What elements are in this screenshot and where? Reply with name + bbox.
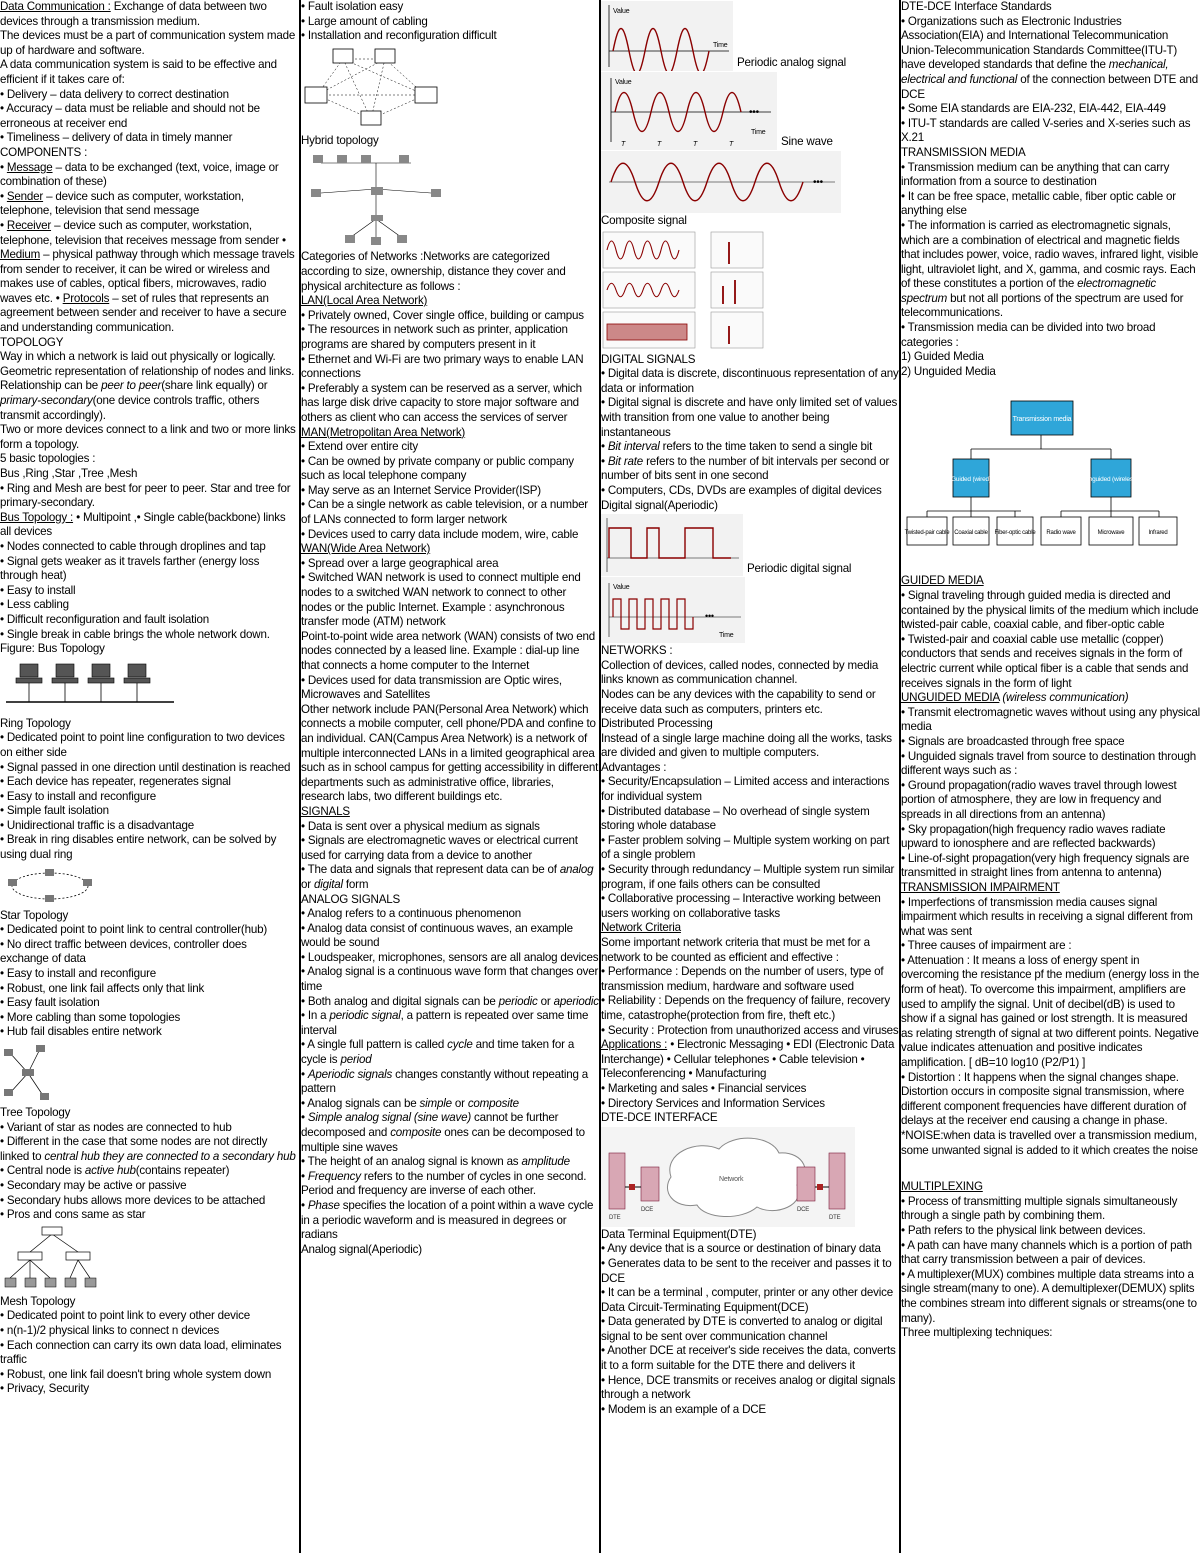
paragraph: Geometric representation of relationship of nodes and links. <box>0 364 295 378</box>
bullet: • Signals are broadcasted through free space <box>901 734 1125 748</box>
text: cannot be further decomposed and <box>301 1111 559 1139</box>
heading-dte: Data Terminal Equipment(DTE) <box>601 1227 757 1241</box>
figure-label-dce: DCE <box>797 1206 810 1213</box>
period-label: T <box>729 141 734 148</box>
bullet: • Signal traveling through guided media is directed and contained by the physical limits of the medium which include twisted-pair cable, coaxial cable, and fiber-optic cable <box>901 589 1199 632</box>
heading-man: MAN(Metropolitan Area Network) <box>301 425 466 439</box>
text: • <box>301 1067 305 1081</box>
figure-caption: Sine wave <box>781 135 833 149</box>
bullet: • Dedicated point to point link to every other device <box>0 1309 250 1323</box>
bullet: • Another DCE at receiver's side receives the data, converts it to a form suitable for the DTE there and delivers it <box>601 1344 896 1373</box>
heading-analog-signals: ANALOG SIGNALS <box>301 892 401 906</box>
bullet: • A multiplexer(MUX) combines multiple data streams into a single stream(many to one). A demultiplexer(DEMUX) splits the combines stream into different signals or streams(one to many). <box>901 1267 1197 1325</box>
bullet: • Simple fault isolation <box>0 804 109 818</box>
heading-digital-signals: DIGITAL SIGNALS <box>601 352 696 366</box>
column-4 <box>901 0 1200 1553</box>
paragraph: Some important network criteria that must be met for a network to be counted as efficient and effective : <box>601 936 870 964</box>
text: periodic <box>498 994 538 1008</box>
text: • A single full pattern is called <box>301 1038 445 1052</box>
text: , a pattern is repeated over same time interval <box>301 1009 589 1037</box>
dte-dce-network-figure <box>601 1127 855 1227</box>
bullet: • Security : Protection from unauthorized access and viruses <box>601 1023 899 1037</box>
bullet: • Distortion : It happens when the signal changes shape. Distortion occurs in composite signal transmission, where different component frequencies have different duration of delays at the receiver end causing a change in phase. <box>901 1070 1187 1128</box>
bullet: • Difficult reconfiguration and fault isolation <box>0 612 210 626</box>
text: – device such as computer, workstation, telephone, television that receives message from sender • <box>0 218 286 247</box>
figure-label-dte: DTE <box>829 1214 841 1221</box>
text: – physical pathway through which message travels from sender to receiver, it can be wired or wireless and makes use of cables, optical fibers, microwaves, radio waves etc. • <box>0 248 295 305</box>
text: (wireless communication) <box>1002 691 1129 705</box>
bullet: • Hence, DCE transmits or receives analog or digital signals through a network <box>601 1373 896 1402</box>
paragraph: Way in which a network is laid out physically or logically. <box>0 350 276 364</box>
bullet: • Any device that is a source or destination of binary data <box>601 1242 881 1256</box>
bullet: • Modem is an example of a DCE <box>601 1402 766 1416</box>
text: of the connection between DTE and DCE <box>901 72 1198 101</box>
text: central hub they are connected to a secondary hub <box>44 1149 296 1163</box>
figure-caption: Periodic digital signal <box>747 561 852 575</box>
bullet: • Data is sent over a physical medium as signals <box>301 819 540 833</box>
text: or <box>540 994 551 1008</box>
period-label: T <box>693 141 698 148</box>
term-protocols: Protocols <box>62 291 110 305</box>
heading-network-criteria: Network Criteria <box>601 921 681 935</box>
column-2 <box>301 0 599 1553</box>
paragraph: Nodes can be any devices with the capability to send or receive data such as computers, printers etc. <box>601 687 876 716</box>
bullet: • Fault isolation easy <box>301 0 404 13</box>
bullet <box>601 455 899 484</box>
tree-node-guided: Guided (wired) <box>951 476 991 484</box>
bullet: • Collaborative processing – Interactive working between users working on collaborative tasks <box>601 892 881 920</box>
bullet: • Analog data consist of continuous waves, an example would be sound <box>301 921 573 950</box>
bullet: • Security/Encapsulation – Limited access and interactions for individual system <box>601 775 890 804</box>
bullet: • Digital data is discrete, discontinuous representation of any data or information <box>601 367 899 395</box>
bullet: • Process of transmitting multiple signals simultaneously through a single path by combining them. <box>901 1194 1178 1223</box>
heading-bus-topology: Bus Topology : <box>0 510 74 524</box>
text: refers to the number of cycles in one second. Period and frequency are inverse of each other. <box>301 1169 587 1198</box>
bullet: • Nodes connected to cable through droplines and tap <box>0 539 266 553</box>
bullet: • Each device has repeater, regenerates signal <box>0 775 231 789</box>
figure-caption: Figure: Bus Topology <box>0 642 105 656</box>
bullet: • Faster problem solving – Multiple system working on part of a single problem <box>601 833 890 862</box>
text: form <box>345 877 369 891</box>
mesh-topology-figure <box>301 45 451 133</box>
text: • Analog signals can be <box>301 1096 417 1110</box>
bullet: • Twisted-pair and coaxial cable use metallic (copper) conductors that sends and receives signals in the form of electric current while optical fiber is a cable that sends and receives signals in the form of light <box>901 632 1189 690</box>
text: • Central node is <box>0 1164 82 1178</box>
axis-label: Value <box>615 79 632 86</box>
bullet: • Single break in cable brings the whole network down. <box>0 627 270 641</box>
text: (one device controls traffic, others transmit accordingly). <box>0 394 260 422</box>
bullet <box>301 1097 599 1112</box>
bullet <box>0 1135 298 1164</box>
text: Phase <box>307 1198 340 1212</box>
text: • <box>301 1169 305 1183</box>
bullet: • Analog refers to a continuous phenomenon <box>301 907 521 921</box>
paragraph: Bus ,Ring ,Star ,Tree ,Mesh <box>0 467 138 480</box>
tree-leaf: Fiber-optic cable <box>994 530 1036 537</box>
heading-components: COMPONENTS : <box>0 145 88 159</box>
bullet: • Signals are electromagnetic waves or electrical current used for carrying data from a device to another <box>301 834 578 862</box>
text: • The information is carried as electromagnetic signals, which are a combination of electrical and magnetic fields that includes power, voice, radio waves, infrared light, visible light, ultraviolet light, and X, gamma, and cosmic rays. Each of these constitutes a portion of the <box>901 218 1199 291</box>
bullet: • Devices used for data transmission are Optic wires, Microwaves and Satellites <box>301 673 562 702</box>
text: • The height of an analog signal is known as <box>301 1155 519 1169</box>
tree-leaf: Coaxial cable <box>954 530 988 537</box>
text: • <box>601 440 605 454</box>
bullet: • Security through redundancy – Multiple system run similar program, if one fails others can be consulted <box>601 863 895 891</box>
bullet: • Each connection can carry its own data load, eliminates traffic <box>0 1338 282 1367</box>
text: • <box>601 454 605 468</box>
bullet: • The resources in network such as printer, application programs are shared by computers present in it <box>301 323 568 351</box>
bus-topology-figure <box>0 658 180 716</box>
text: peer to peer <box>101 379 162 393</box>
heading-interface-standards: DTE-DCE Interface Standards <box>901 0 1052 13</box>
tree-leaf: Twisted-pair cable <box>904 530 950 537</box>
text: • Multipoint ,• Single cable(backbone) links all devices <box>0 510 286 539</box>
bullet: • Less cabling <box>0 598 69 612</box>
sine-wave-figure <box>601 72 777 150</box>
term-message: Message <box>6 160 53 174</box>
text: electromagnetic spectrum <box>901 277 1156 305</box>
bullet: • No direct traffic between devices, controller does exchange of data <box>0 937 247 966</box>
transmission-media-tree-figure <box>901 387 1179 573</box>
paragraph: Other network include PAN(Personal Area Network) which connects a mobile computer, cell phone/PDA and confine to an individual. CAN(Campus Area Network) is a network of multiple interconnected LANs in a limited geographical area such as in school campus for getting accessibility in different departments such as administrative office, libraries, research labs, two different buildings etc. <box>301 702 599 804</box>
text: and time taken for a cycle is <box>301 1038 575 1067</box>
axis-label: Time <box>713 42 728 49</box>
text: • Electronic Messaging • EDI (Electronic Data Interchange) • Cellular telephones • Cable television • Teleconferencing • Manufacturing <box>601 1038 895 1081</box>
bullet: • Unguided signals travel from source to destination through different ways such as : <box>901 749 1196 778</box>
heading-multiplexing: MULTIPLEXING <box>901 1180 983 1194</box>
figure-label-dce: DCE <box>641 1206 654 1213</box>
heading-lan: LAN(Local Area Network) <box>301 294 428 308</box>
bullet: • Can be owned by private company or public company such as local telephone company <box>301 454 574 483</box>
text: Relationship can be <box>0 379 99 393</box>
bullet: • Spread over a large geographical area <box>301 556 499 570</box>
heading-mesh-topology: Mesh Topology <box>0 1294 76 1308</box>
bullet: • Preferably a system can be reserved as a server, which has large disk drive capacity to store major software and others as client who can access the services of server <box>301 381 582 424</box>
bullet: • Large amount of cabling <box>301 14 428 28</box>
bullet: • Timeliness – delivery of data in timely manner <box>0 131 233 145</box>
tree-node-unguided: Unguided (wireless) <box>1084 476 1138 484</box>
tree-leaf: Radio wave <box>1046 530 1076 537</box>
paragraph: Categories of Networks :Networks are categorized according to size, ownership, distance they cover and physical architecture as follows : <box>301 250 566 293</box>
text: – set of rules that represents an agreement between sender and receiver to have a secure and understanding communication. <box>0 291 287 335</box>
paragraph: Point-to-point wide area network (WAN) consists of two end nodes connected by a leased line. Example : dial-up line that connects a home computer to the Internet <box>301 629 596 672</box>
bullet: • Three causes of impairment are : <box>901 939 1072 953</box>
bullet: • Transmission media can be divided into two broad categories : <box>901 321 1156 349</box>
heading-signals: SIGNALS <box>301 804 350 818</box>
text: • <box>301 1198 305 1212</box>
list-item: 1) Guided Media <box>901 350 984 364</box>
bullet: • Message – data to be exchanged (text, voice, image or combination of these) <box>0 160 279 189</box>
heading-unguided-media: UNGUIDED MEDIA <box>901 691 1000 705</box>
text: aperiodic <box>553 994 599 1008</box>
heading-dce: Data Circuit-Terminating Equipment(DCE) <box>601 1300 809 1314</box>
axis-label: Time <box>751 129 766 136</box>
bullet: • Signal passed in one direction until destination is reached <box>0 760 291 774</box>
tree-leaf: Microwave <box>1097 530 1125 537</box>
bullet: • Can be a single network as cable television, or a number of LANs connected to form larger network <box>301 498 588 527</box>
bullet: • It can be a terminal , computer, printer or any other device <box>601 1286 893 1300</box>
bullet: • Installation and reconfiguration difficult <box>301 29 497 43</box>
paragraph: Advantages : <box>601 760 667 774</box>
heading-transmission-impairment: TRANSMISSION IMPAIRMENT <box>901 880 1060 894</box>
frequency-domain-figure <box>601 230 765 352</box>
bullet: • Privately owned, Cover single office, building or campus <box>301 308 584 322</box>
bullet: • Pros and cons same as star <box>0 1208 146 1222</box>
heading-ring-topology: Ring Topology <box>0 716 71 730</box>
heading-star-topology: Star Topology <box>0 908 69 922</box>
bullet <box>301 995 599 1010</box>
bullet: • Receiver – device such as computer, workstation, telephone, television that receives message from sender • Medium – physical pathway through which message travels from sender to receiver, it can be wired or wireless and makes use of cables, optical fibers, microwaves, radio waves etc. • Protocols – set of rules that represents an agreement between sender and receiver to have a secure and understanding communication. <box>0 218 295 335</box>
text: – data to be exchanged (text, voice, image or combination of these) <box>0 160 279 189</box>
hybrid-topology-figure <box>301 149 451 249</box>
text: periodic signal <box>329 1009 401 1023</box>
bullet: • Reliability : Depends on the frequency of failure, recovery time, catastrophe(protection from fire, theft etc.) <box>601 994 890 1022</box>
text: • In a <box>301 1009 327 1023</box>
bullet: • Robust, one link fail doesn't bring whole system down <box>0 1367 272 1381</box>
paragraph: Two or more devices connect to a link and two or more links form a topology. <box>0 423 296 451</box>
bullet <box>601 440 899 455</box>
periodic-analog-figure-row <box>601 1 899 71</box>
bullet <box>301 1111 599 1155</box>
text: – device such as computer, workstation, telephone, television that send message <box>0 189 244 218</box>
bullet: • Line-of-sight propagation(very high frequency signals are transmitted in straight lines from antenna to antenna) <box>901 851 1190 880</box>
bullet: • Data generated by DTE is converted to analog or digital signal to be sent over communication channel <box>601 1315 883 1343</box>
text: active hub <box>84 1164 136 1178</box>
column-1 <box>0 0 298 1553</box>
bullet: • Extend over entire city <box>301 440 418 454</box>
bullet: • Loudspeaker, microphones, sensors are all analog devices <box>301 950 599 964</box>
bullet: • Dedicated point to point link to central controller(hub) <box>0 923 267 937</box>
heading-applications: Applications : <box>601 1038 668 1052</box>
digital-figure-row <box>601 514 899 576</box>
text: primary-secondary <box>0 394 93 408</box>
bullet <box>301 1155 599 1170</box>
bullet: • Ethernet and Wi-Fi are two primary ways to enable LAN connections <box>301 352 584 381</box>
figure-label-network: Network <box>719 1175 744 1183</box>
term-sender: Sender <box>6 189 44 203</box>
text: digital <box>313 877 343 891</box>
bullet: • Break in ring disables entire network, can be solved by using dual ring <box>0 833 277 862</box>
bullet: • Transmission medium can be anything that can carry information from a source to destination <box>901 160 1170 189</box>
figure-label-dte: DTE <box>609 1214 621 1221</box>
text: composite <box>390 1126 442 1139</box>
text: • The data and signals that represent data can be of <box>301 863 557 877</box>
text: refers to the time taken to send a single bit <box>662 440 873 454</box>
bullet: • Devices used to carry data include modem, wire, cable <box>301 527 579 541</box>
text: amplitude <box>521 1155 570 1169</box>
column-3 <box>601 0 899 1553</box>
svg-text:•••: ••• <box>749 107 759 118</box>
period-label: T <box>621 141 626 148</box>
bullet: • Computers, CDs, DVDs are examples of digital devices <box>601 483 882 497</box>
heading-topology: TOPOLOGY <box>0 335 64 349</box>
heading-wan: WAN(Wide Area Network) <box>301 542 431 556</box>
bullet: • n(n-1)/2 physical links to connect n devices <box>0 1323 220 1337</box>
bullet: • Analog signal is a continuous wave form that changes over time <box>301 965 599 994</box>
svg-text:•••: ••• <box>813 177 823 188</box>
axis-label: Value <box>613 8 630 15</box>
term-receiver: Receiver <box>6 218 52 232</box>
bullet: • Signal gets weaker as it travels farther (energy loss through heat) <box>0 554 260 583</box>
bullet <box>901 219 1200 321</box>
text: composite <box>467 1096 519 1110</box>
bullet: • Variant of star as nodes are connected to hub <box>0 1120 232 1134</box>
bullet: • Attenuation : It means a loss of energy spent in overcoming the resistance pf the medium (energy loss in the form of heat). To overcome this impairment, amplifiers are used to amplify the signal. Unit of decibel(dB) is used to show if a signal has gained or lost strength. It is measured as relating strength of signal at two different points. Negative value indicates attenuation and positive indicates amplification. [ dB=10 log10 (P2/P1) ] <box>901 953 1200 1070</box>
paragraph <box>0 0 298 29</box>
period-label: T <box>657 141 662 148</box>
bullet: • Easy fault isolation <box>0 996 100 1010</box>
paragraph <box>601 1038 899 1082</box>
text: • Both analog and digital signals can be <box>301 994 496 1008</box>
bullet: • Ring and Mesh are best for peer to peer. Star and tree for primary-secondary. <box>0 481 291 510</box>
axis-label: Value <box>613 584 630 592</box>
bullet: • ITU-T standards are called V-series and X-series such as X.21 <box>901 116 1191 145</box>
bullet: • Unidirectional traffic is a disadvantage <box>0 818 194 832</box>
bullet <box>301 1170 599 1199</box>
paragraph: Digital signal(Aperiodic) <box>601 498 718 512</box>
bullet: • Distributed database – No overhead of single system storing whole database <box>601 804 870 833</box>
heading-hybrid-topology: Hybrid topology <box>301 133 379 147</box>
text: simple <box>419 1096 452 1110</box>
text: Frequency <box>307 1169 361 1183</box>
bullet: • Some EIA standards are EIA-232, EIA-442, EIA-449 <box>901 102 1166 116</box>
term-medium: Medium <box>0 248 41 262</box>
bullet: • Ground propagation(radio waves travel through lowest portion of atmosphere, they are low in frequency and spreads in all directions from an antenna) <box>901 778 1177 821</box>
heading-tree-topology: Tree Topology <box>0 1106 71 1119</box>
bullet: • Path refers to the physical link between devices. <box>901 1223 1146 1237</box>
bullet: • Sender – device such as computer, workstation, telephone, television that send message <box>0 189 244 218</box>
text: Bit interval <box>607 440 660 454</box>
bullet <box>901 15 1200 103</box>
text: cycle <box>447 1038 473 1052</box>
tree-node-root: Transmission media <box>1012 416 1072 424</box>
tree-topology-figure <box>0 1224 110 1294</box>
paragraph: A data communication system is said to be effective and efficient if it takes care of: <box>0 58 277 86</box>
periodic-digital-signal-figure <box>601 577 745 643</box>
bullet <box>301 1199 599 1243</box>
bullet: • Dedicated point to point line configuration to two devices on either side <box>0 731 285 759</box>
star-topology-figure <box>0 1041 60 1105</box>
bullet <box>0 1164 298 1179</box>
text: mechanical, electrical and functional <box>901 58 1169 86</box>
paragraph <box>0 511 298 540</box>
tree-leaf: Infrared <box>1148 530 1168 537</box>
text: but not all portions of the spectrum are used for telecommunications. <box>901 291 1184 320</box>
heading-data-communication: Data Communication : <box>0 0 111 13</box>
paragraph: Collection of devices, called nodes, connected by media links known as communication channel. <box>601 658 879 687</box>
text: • Organizations such as Electronic Industries Association(EIA) and International Telecommunication Union-Telecommunication Standards Committee(ITU-T) have developed standards that define the <box>901 14 1178 72</box>
text: or <box>454 1096 465 1110</box>
svg-text:•••: ••• <box>705 611 714 622</box>
bullet: • Marketing and sales • Financial services <box>601 1081 807 1095</box>
text: Exchange of data between two devices through a transmission medium. <box>0 0 267 28</box>
heading-dte-dce-interface: DTE-DCE INTERFACE <box>601 1111 718 1125</box>
bullet: • Easy to install and reconfigure <box>0 967 156 981</box>
bullet <box>301 1068 599 1097</box>
composite-signal-figure <box>601 151 841 213</box>
ring-topology-figure <box>0 864 100 908</box>
text: (share link equally) or <box>161 379 268 393</box>
bullet: • Directory Services and Information Services <box>601 1096 825 1110</box>
text: changes constantly without repeating a pattern <box>301 1067 589 1096</box>
heading-transmission-media: TRANSMISSION MEDIA <box>901 145 1026 159</box>
figure-caption: Composite signal <box>601 214 687 227</box>
paragraph <box>901 691 1200 706</box>
text: specifies the location of a point within a wave cycle in a periodic waveform and is measured in degrees or radians <box>301 1198 594 1242</box>
bullet: • Sky propagation(high frequency radio waves radiate upward to ionosphere and are reflected backwards) <box>901 822 1166 851</box>
bullet: • Secondary may be active or passive <box>0 1178 187 1192</box>
bullet: • Secondary hubs allows more devices to be attached <box>0 1193 266 1207</box>
bullet: • Switched WAN network is used to connect multiple end nodes to a switched WAN network to connect to other nodes or the public Internet. Example : asynchronous transfer mode (ATM) network <box>301 571 581 629</box>
bullet: • May serve as an Internet Service Provider(ISP) <box>301 483 541 497</box>
bullet: • More cabling than some topologies <box>0 1010 181 1024</box>
bullet <box>301 1038 599 1067</box>
bullet: • Performance : Depends on the number of users, type of transmission medium, hardware and software used <box>601 965 884 993</box>
text: analog <box>559 863 594 877</box>
text: or <box>301 877 311 891</box>
bullet <box>301 1009 599 1038</box>
bullet: • Easy to install <box>0 583 76 597</box>
periodic-analog-signal-figure <box>601 1 733 71</box>
bullet: • It can be free space, metallic cable, fiber optic cable or anything else <box>901 189 1176 218</box>
bullet: • Robust, one link fail affects only that link <box>0 981 205 995</box>
bullet: • Easy to install and reconfigure <box>0 789 156 803</box>
text: period <box>340 1053 372 1067</box>
text: • <box>301 1111 305 1125</box>
paragraph: Analog signal(Aperiodic) <box>301 1242 422 1256</box>
text: Bit rate <box>607 454 644 468</box>
bullet: • Delivery – data delivery to correct destination <box>0 87 229 101</box>
paragraph: Three multiplexing techniques: <box>901 1326 1053 1340</box>
text: refers to the number of bit intervals per second or number of bits sent in one second <box>601 454 890 483</box>
paragraph: *NOISE:when data is travelled over a transmission medium, some unwanted signal is added to it which creates the noise <box>901 1129 1198 1157</box>
bullet: • Digital signal is discrete and have only limited set of values with transition from one value to another being instantaneous <box>601 396 898 439</box>
text: (contains repeater) <box>135 1164 230 1178</box>
bullet: • Transmit electromagnetic waves without using any physical media <box>901 705 1200 734</box>
bullet: • Imperfections of transmission media causes signal impairment which results in receiving a signal different from what was sent <box>901 895 1193 938</box>
sine-wave-figure-row <box>601 72 899 150</box>
bullet: • Privacy, Security <box>0 1382 89 1396</box>
text: Simple analog signal (sine wave) <box>307 1111 471 1125</box>
text: Aperiodic signals <box>307 1067 393 1081</box>
bullet <box>301 863 599 892</box>
heading-networks: NETWORKS : <box>601 644 673 658</box>
bullet: • Generates data to be sent to the receiver and passes it to DCE <box>601 1256 892 1285</box>
paragraph: Instead of a single large machine doing all the works, tasks are divided and given to multiple computers. <box>601 731 892 760</box>
paragraph: The devices must be a part of communication system made up of hardware and software. <box>0 29 296 57</box>
list-item: 2) Unguided Media <box>901 364 996 378</box>
aperiodic-digital-signal-figure <box>601 514 743 576</box>
paragraph: Distributed Processing <box>601 717 713 731</box>
paragraph: 5 basic topologies : <box>0 452 96 466</box>
bullet: • A path can have many channels which is a portion of path that carry transmission between a pair of devices. <box>901 1238 1192 1267</box>
heading-guided-media: GUIDED MEDIA <box>901 574 984 588</box>
axis-label: Time <box>719 632 734 640</box>
text: ones can be decomposed to multiple sine waves <box>301 1126 585 1154</box>
bullet: • Accuracy – data must be reliable and should not be erroneous at receiver end <box>0 102 260 130</box>
text: • Different in the case that some nodes are not directly linked to <box>0 1135 268 1163</box>
figure-caption: Periodic analog signal <box>737 56 847 70</box>
bullet: • Hub fail disables entire network <box>0 1025 162 1039</box>
paragraph <box>0 379 298 423</box>
